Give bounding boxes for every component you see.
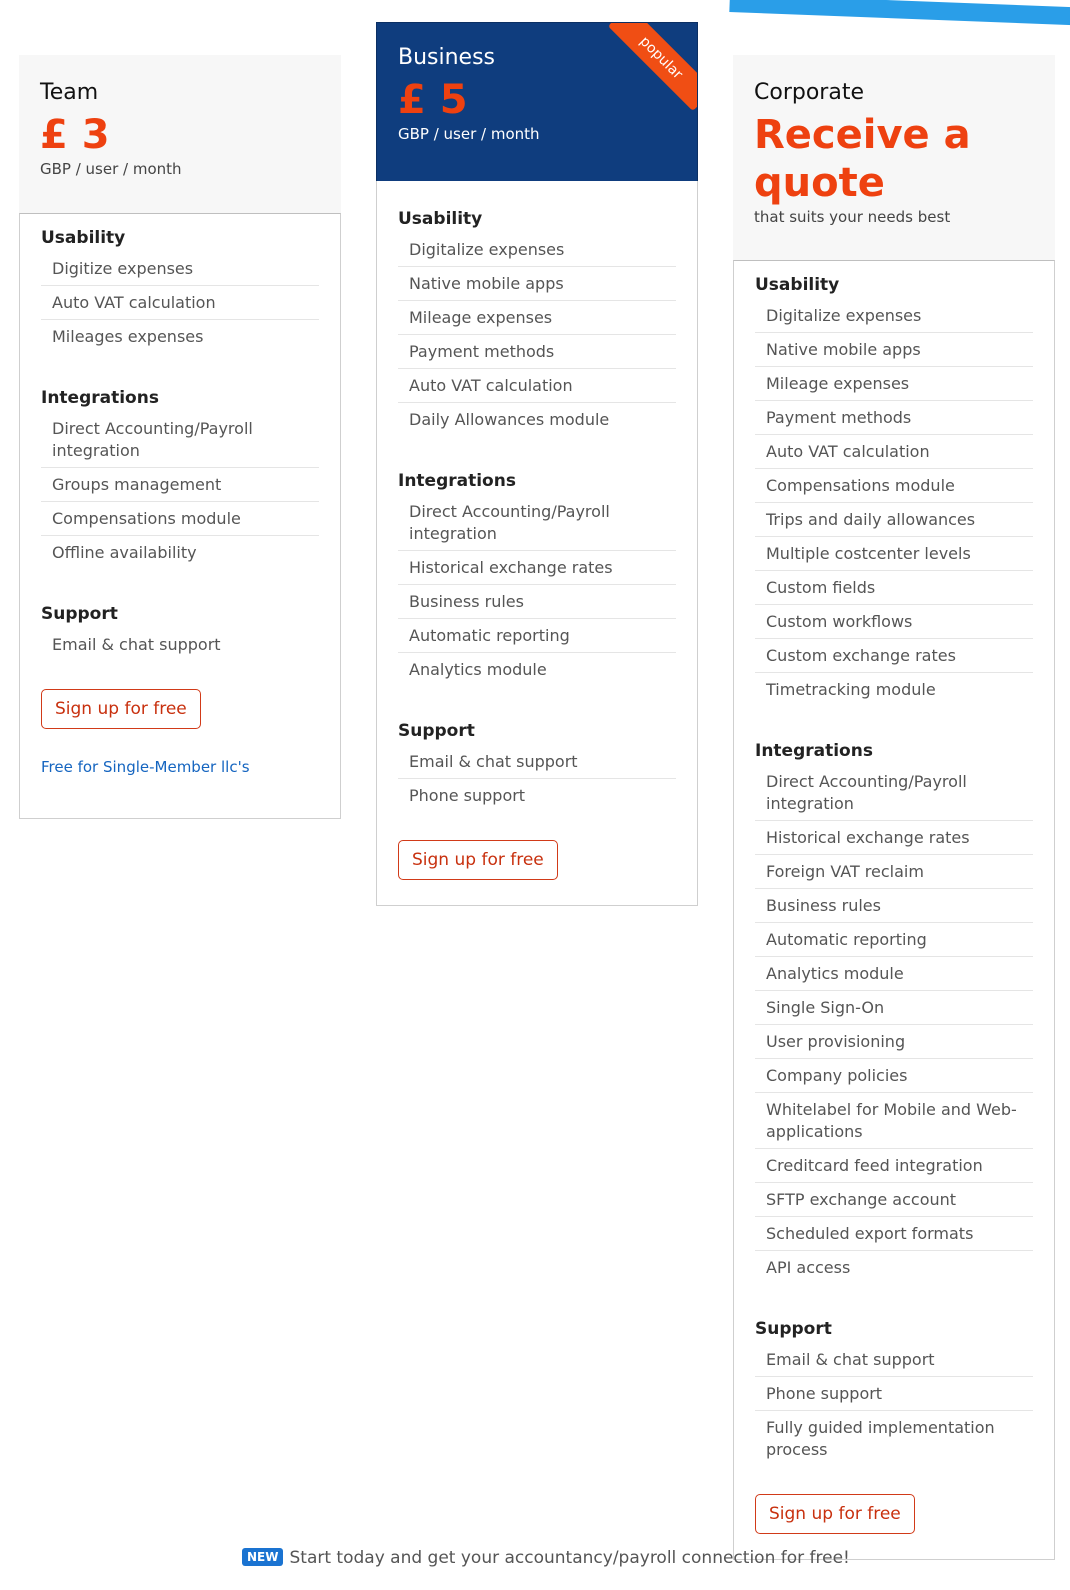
list-item: Mileage expenses bbox=[398, 301, 676, 335]
section-title: Support bbox=[755, 1319, 832, 1339]
feature-section-usability bbox=[755, 274, 1033, 706]
list-item: Email & chat support bbox=[398, 745, 676, 779]
list-item: Compensations module bbox=[41, 502, 319, 536]
feature-section-support bbox=[755, 1318, 1033, 1466]
list-item: Offline availability bbox=[52, 543, 197, 562]
list-item: Business rules bbox=[398, 585, 676, 619]
list-item: Automatic reporting bbox=[755, 923, 1033, 957]
list-item: Whitelabel for Mobile and Web-applications bbox=[755, 1093, 1033, 1149]
plan-corporate bbox=[733, 0, 1055, 1560]
feature-list bbox=[755, 1343, 1033, 1466]
list-item: Analytics module bbox=[409, 660, 547, 679]
plan-name: Team bbox=[40, 80, 99, 105]
plan-price-unit: GBP / user / month bbox=[398, 125, 540, 143]
section-title: Support bbox=[398, 721, 475, 741]
list-item: Digitalize expenses bbox=[398, 233, 676, 267]
single-member-link[interactable]: Free for Single-Member llc's bbox=[41, 758, 250, 776]
new-badge: NEW bbox=[242, 1548, 283, 1566]
plan-business bbox=[376, 0, 698, 906]
list-item: Native mobile apps bbox=[398, 267, 676, 301]
list-item: Compensations module bbox=[755, 469, 1033, 503]
section-title: Usability bbox=[398, 209, 483, 229]
list-item: Foreign VAT reclaim bbox=[755, 855, 1033, 889]
plan-header bbox=[733, 55, 1055, 260]
list-item: Digitalize expenses bbox=[755, 299, 1033, 333]
list-item: Phone support bbox=[755, 1377, 1033, 1411]
plan-name: Corporate bbox=[754, 80, 864, 105]
list-item: Single Sign-On bbox=[755, 991, 1033, 1025]
list-item: Direct Accounting/Payroll integration bbox=[41, 412, 319, 468]
list-item: Phone support bbox=[409, 786, 526, 805]
list-item: SFTP exchange account bbox=[755, 1183, 1033, 1217]
list-item: Daily Allowances module bbox=[409, 410, 610, 429]
feature-list bbox=[755, 299, 1033, 706]
feature-list bbox=[41, 252, 319, 353]
list-item: Auto VAT calculation bbox=[755, 435, 1033, 469]
feature-section-integrations bbox=[755, 740, 1033, 1284]
list-item: Automatic reporting bbox=[398, 619, 676, 653]
list-item: Scheduled export formats bbox=[755, 1217, 1033, 1251]
plan-price: £ 5 bbox=[398, 77, 468, 123]
section-title: Usability bbox=[755, 275, 840, 295]
feature-list bbox=[398, 233, 676, 436]
list-item: Email & chat support bbox=[52, 635, 221, 654]
list-item: Timetracking module bbox=[766, 680, 936, 699]
list-item: Mileage expenses bbox=[755, 367, 1033, 401]
feature-list bbox=[398, 745, 676, 812]
plan-features bbox=[376, 181, 698, 906]
list-item: User provisioning bbox=[755, 1025, 1033, 1059]
list-item: Native mobile apps bbox=[755, 333, 1033, 367]
plan-features bbox=[19, 213, 341, 819]
feature-section-integrations bbox=[398, 470, 676, 686]
feature-section-support bbox=[398, 720, 676, 812]
list-item: Historical exchange rates bbox=[398, 551, 676, 585]
footer-note bbox=[242, 1547, 850, 1569]
popular-ribbon: popular bbox=[608, 22, 698, 111]
list-item: Historical exchange rates bbox=[755, 821, 1033, 855]
feature-section-support bbox=[41, 603, 319, 661]
list-item: Email & chat support bbox=[755, 1343, 1033, 1377]
list-item: Fully guided implementation process bbox=[766, 1418, 995, 1459]
plan-price-unit: GBP / user / month bbox=[40, 160, 182, 178]
list-item: Direct Accounting/Payroll integration bbox=[398, 495, 676, 551]
plan-price-unit: that suits your needs best bbox=[754, 208, 951, 226]
list-item: Auto VAT calculation bbox=[41, 286, 319, 320]
plan-price: £ 3 bbox=[40, 112, 110, 158]
feature-section-integrations bbox=[41, 387, 319, 569]
signup-button-corporate[interactable]: Sign up for free bbox=[755, 1494, 915, 1534]
feature-list bbox=[41, 412, 319, 569]
list-item: Auto VAT calculation bbox=[398, 369, 676, 403]
list-item: Business rules bbox=[755, 889, 1033, 923]
list-item: Payment methods bbox=[398, 335, 676, 369]
plan-name: Business bbox=[398, 45, 496, 70]
footer-text: Start today and get your accountancy/payroll connection for free! bbox=[289, 1548, 850, 1568]
list-item: Multiple costcenter levels bbox=[755, 537, 1033, 571]
feature-list bbox=[755, 765, 1033, 1284]
section-title: Integrations bbox=[755, 741, 873, 761]
list-item: Groups management bbox=[41, 468, 319, 502]
feature-section-usability bbox=[41, 227, 319, 353]
section-title: Usability bbox=[41, 228, 126, 248]
plan-team bbox=[19, 0, 341, 819]
list-item: Custom fields bbox=[755, 571, 1033, 605]
feature-section-usability bbox=[398, 208, 676, 436]
list-item: Company policies bbox=[755, 1059, 1033, 1093]
signup-button-business[interactable]: Sign up for free bbox=[398, 840, 558, 880]
list-item: Direct Accounting/Payroll integration bbox=[755, 765, 1033, 821]
list-item: Custom workflows bbox=[755, 605, 1033, 639]
plan-header bbox=[19, 55, 341, 213]
plan-features bbox=[733, 260, 1055, 1560]
list-item: Analytics module bbox=[755, 957, 1033, 991]
list-item: Digitize expenses bbox=[41, 252, 319, 286]
plan-header bbox=[376, 22, 698, 181]
section-title: Integrations bbox=[398, 471, 516, 491]
signup-button-team[interactable]: Sign up for free bbox=[41, 689, 201, 729]
feature-list bbox=[398, 495, 676, 686]
list-item: API access bbox=[766, 1258, 851, 1277]
list-item: Custom exchange rates bbox=[755, 639, 1033, 673]
list-item: Trips and daily allowances bbox=[755, 503, 1033, 537]
list-item: Payment methods bbox=[755, 401, 1033, 435]
section-title: Integrations bbox=[41, 388, 159, 408]
plan-price: Receive a quote bbox=[754, 112, 971, 206]
list-item: Mileages expenses bbox=[52, 327, 204, 346]
feature-list bbox=[41, 628, 319, 661]
section-title: Support bbox=[41, 604, 118, 624]
list-item: Creditcard feed integration bbox=[755, 1149, 1033, 1183]
